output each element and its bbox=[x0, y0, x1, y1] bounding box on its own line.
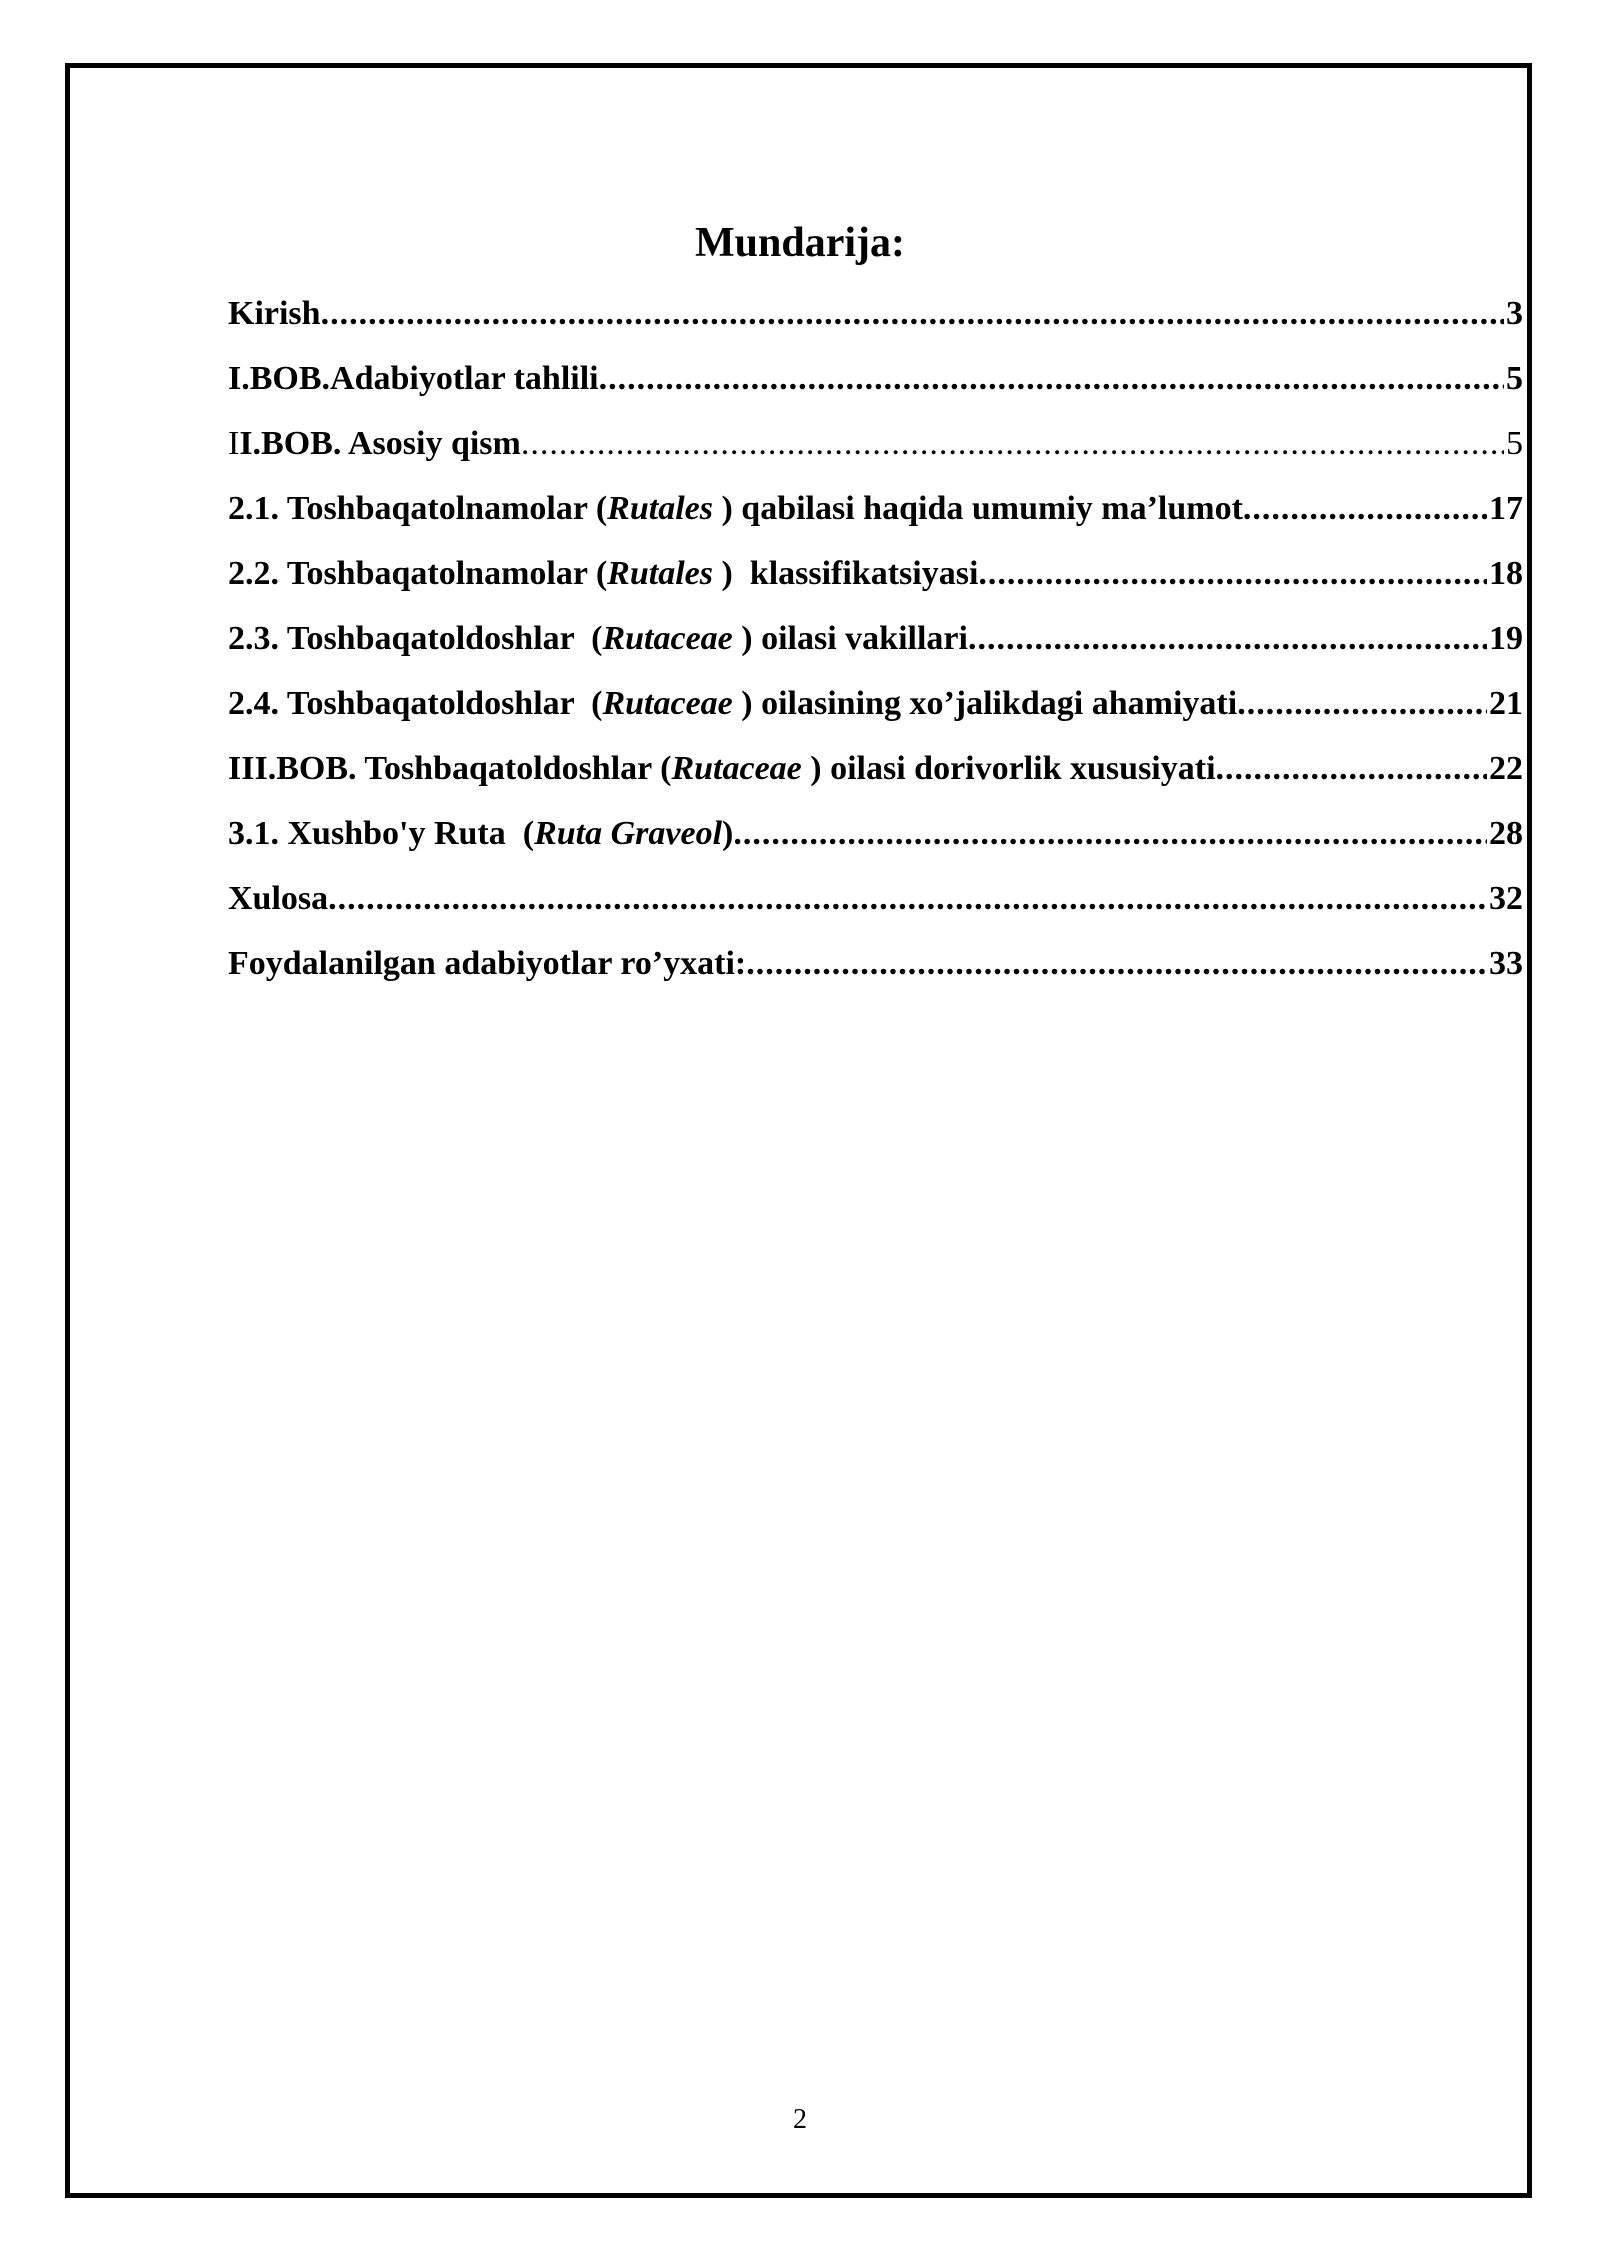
toc-entry-label bbox=[228, 420, 521, 468]
toc-entry-iii-bob[interactable] bbox=[228, 745, 1523, 810]
latin-name: Rutaceae bbox=[671, 750, 802, 787]
toc-page-number: 18 bbox=[1489, 555, 1523, 592]
toc-entry-2-1[interactable] bbox=[228, 485, 1523, 550]
toc-page-number: 19 bbox=[1489, 620, 1523, 657]
dot-leader bbox=[1216, 745, 1487, 793]
dot-leader bbox=[521, 420, 1504, 468]
toc-page-number: 17 bbox=[1489, 490, 1523, 527]
toc-entry-label bbox=[228, 615, 968, 663]
toc-page-number: 3 bbox=[1506, 295, 1523, 332]
toc-entry-label bbox=[228, 810, 733, 858]
toc-entry-label bbox=[228, 745, 1216, 793]
toc-label-part: ) bbox=[722, 815, 734, 852]
toc-entry-adabiyotlar-royxati[interactable] bbox=[228, 940, 1523, 1005]
toc-label-part: ) oilasining xo’jalikdagi ahamiyati bbox=[732, 685, 1238, 722]
toc-entry-2-2[interactable] bbox=[228, 550, 1523, 615]
toc-entry-2-3[interactable] bbox=[228, 615, 1523, 680]
toc-label-part: ) qabilasi haqida umumiy ma’lumot bbox=[712, 490, 1243, 527]
dot-leader bbox=[1243, 485, 1487, 533]
latin-name: Rutaceae bbox=[602, 685, 733, 722]
toc-entry-label: Foydalanilgan adabiyotlar ro’yxati: bbox=[228, 945, 747, 982]
toc-entry-3-1[interactable] bbox=[228, 810, 1523, 875]
page-title: Mundarija: bbox=[695, 220, 905, 266]
toc-entry-kirish[interactable] bbox=[228, 290, 1523, 355]
toc-entry-label: I.BOB.Adabiyotlar tahlili bbox=[228, 360, 599, 397]
toc-label-part: 3.1. Xushbo'y Ruta ( bbox=[228, 815, 535, 852]
toc-label-part: III.BOB. Toshbaqatoldoshlar ( bbox=[228, 750, 672, 787]
toc-entry-label bbox=[228, 485, 1243, 533]
toc-page-number: 33 bbox=[1489, 945, 1523, 982]
toc-label-part: 2.3. Toshbaqatoldoshlar ( bbox=[228, 620, 603, 657]
toc-page-number: 5 bbox=[1506, 425, 1523, 462]
page-number: 2 bbox=[793, 2104, 807, 2135]
dot-leader bbox=[968, 615, 1487, 663]
latin-name: Ruta Graveol bbox=[534, 815, 723, 852]
dot-leader bbox=[978, 550, 1487, 598]
latin-name: Rutales bbox=[607, 490, 713, 527]
toc-label-part: ) oilasi dorivorlik xususiyati bbox=[801, 750, 1216, 787]
dot-leader bbox=[328, 875, 1487, 923]
toc-entry-label: Xulosa bbox=[228, 880, 329, 917]
toc-entry-label: Kirish bbox=[228, 295, 321, 332]
toc-entry-label bbox=[228, 680, 1237, 728]
toc-label-part: 2.4. Toshbaqatoldoshlar ( bbox=[228, 685, 603, 722]
dot-leader bbox=[733, 810, 1487, 858]
toc-label-part: ) klassifikatsiyasi bbox=[712, 555, 979, 592]
toc-page-number: 22 bbox=[1489, 750, 1523, 787]
toc-label-rest: I.BOB. Asosiy qism bbox=[239, 425, 521, 462]
toc-entry-adabiyotlar-tahlili[interactable] bbox=[228, 355, 1523, 420]
toc-entry-2-4[interactable] bbox=[228, 680, 1523, 745]
toc-page-number: 28 bbox=[1489, 815, 1523, 852]
toc-label-prefix: I bbox=[228, 425, 240, 462]
toc-entry-label bbox=[228, 550, 978, 598]
toc-label-part: 2.2. Toshbaqatolnamolar ( bbox=[228, 555, 608, 592]
dot-leader bbox=[1237, 680, 1487, 728]
dot-leader bbox=[321, 290, 1504, 338]
table-of-contents bbox=[228, 290, 1523, 1005]
toc-page-number: 5 bbox=[1506, 360, 1523, 397]
latin-name: Rutales bbox=[607, 555, 713, 592]
dot-leader bbox=[746, 940, 1487, 988]
toc-entry-xulosa[interactable] bbox=[228, 875, 1523, 940]
dot-leader bbox=[599, 355, 1504, 403]
toc-label-part: 2.1. Toshbaqatolnamolar ( bbox=[228, 490, 608, 527]
latin-name: Rutaceae bbox=[602, 620, 733, 657]
toc-page-number: 21 bbox=[1489, 685, 1523, 722]
toc-entry-asosiy-qism[interactable] bbox=[228, 420, 1523, 485]
toc-page-number: 32 bbox=[1489, 880, 1523, 917]
toc-label-part: ) oilasi vakillari bbox=[732, 620, 968, 657]
